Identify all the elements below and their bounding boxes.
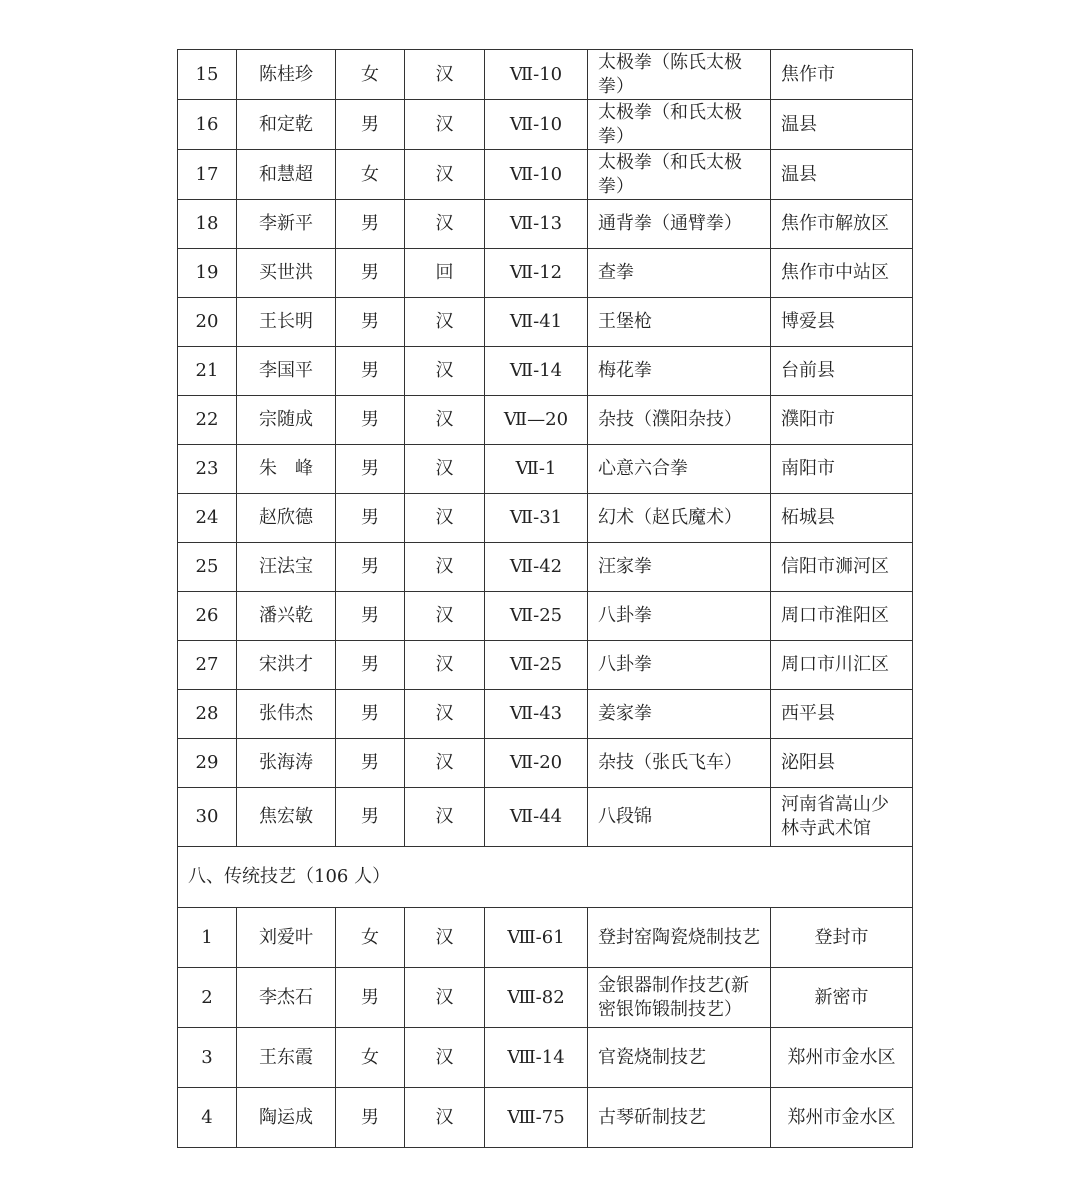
ethnicity-cell: 汉 [405, 200, 485, 249]
inheritor-name: 刘爱叶 [237, 908, 336, 968]
region-cell: 河南省嵩山少林寺武术馆 [771, 788, 913, 847]
project-code: Ⅶ-1 [485, 445, 588, 494]
project-name: 王堡枪 [588, 298, 771, 347]
row-index: 1 [178, 908, 237, 968]
project-name: 心意六合拳 [588, 445, 771, 494]
project-code: Ⅶ-10 [485, 150, 588, 200]
inheritor-name: 王东霞 [237, 1028, 336, 1088]
region-cell: 焦作市中站区 [771, 249, 913, 298]
region-cell: 泌阳县 [771, 739, 913, 788]
project-name: 幻术（赵氏魔术） [588, 494, 771, 543]
project-name: 姜家拳 [588, 690, 771, 739]
inheritor-name: 陶运成 [237, 1088, 336, 1148]
gender-cell: 男 [336, 445, 405, 494]
row-index: 25 [178, 543, 237, 592]
ethnicity-cell: 汉 [405, 1088, 485, 1148]
region-cell: 郑州市金水区 [771, 1028, 913, 1088]
region-cell: 台前县 [771, 347, 913, 396]
region-cell: 周口市川汇区 [771, 641, 913, 690]
project-code: Ⅷ-82 [485, 968, 588, 1028]
gender-cell: 男 [336, 641, 405, 690]
table-row [178, 908, 913, 968]
project-code: Ⅶ-43 [485, 690, 588, 739]
table-row [178, 690, 913, 739]
table-row [178, 592, 913, 641]
gender-cell: 男 [336, 200, 405, 249]
region-cell: 温县 [771, 150, 913, 200]
ethnicity-cell: 汉 [405, 739, 485, 788]
region-cell: 柘城县 [771, 494, 913, 543]
region-cell: 焦作市解放区 [771, 200, 913, 249]
inheritor-name: 宋洪才 [237, 641, 336, 690]
row-index: 30 [178, 788, 237, 847]
row-index: 26 [178, 592, 237, 641]
row-index: 22 [178, 396, 237, 445]
row-index: 16 [178, 100, 237, 150]
gender-cell: 男 [336, 396, 405, 445]
gender-cell: 男 [336, 100, 405, 150]
ethnicity-cell: 汉 [405, 50, 485, 100]
project-name: 八卦拳 [588, 641, 771, 690]
project-code: Ⅶ-44 [485, 788, 588, 847]
table-row [178, 1028, 913, 1088]
ethnicity-cell: 汉 [405, 641, 485, 690]
row-index: 20 [178, 298, 237, 347]
table-row [178, 396, 913, 445]
row-index: 4 [178, 1088, 237, 1148]
row-index: 29 [178, 739, 237, 788]
table-row [178, 494, 913, 543]
gender-cell: 女 [336, 908, 405, 968]
gender-cell: 男 [336, 347, 405, 396]
project-name: 查拳 [588, 249, 771, 298]
inheritor-name: 和定乾 [237, 100, 336, 150]
row-index: 18 [178, 200, 237, 249]
table-row [178, 445, 913, 494]
inheritor-name: 李国平 [237, 347, 336, 396]
inheritor-name: 李新平 [237, 200, 336, 249]
ethnicity-cell: 汉 [405, 543, 485, 592]
ethnicity-cell: 汉 [405, 908, 485, 968]
project-name: 登封窑陶瓷烧制技艺 [588, 908, 771, 968]
project-code: Ⅶ-10 [485, 100, 588, 150]
ethnicity-cell: 汉 [405, 494, 485, 543]
region-cell: 郑州市金水区 [771, 1088, 913, 1148]
inheritor-name: 李杰石 [237, 968, 336, 1028]
row-index: 19 [178, 249, 237, 298]
ethnicity-cell: 汉 [405, 690, 485, 739]
ethnicity-cell: 汉 [405, 396, 485, 445]
table-row [178, 347, 913, 396]
project-code: Ⅶ-41 [485, 298, 588, 347]
table-row [178, 150, 913, 200]
region-cell: 新密市 [771, 968, 913, 1028]
gender-cell: 男 [336, 543, 405, 592]
project-code: Ⅶ-12 [485, 249, 588, 298]
project-code: Ⅶ-25 [485, 592, 588, 641]
gender-cell: 男 [336, 968, 405, 1028]
inheritors-table [177, 49, 913, 1148]
project-code: Ⅶ-14 [485, 347, 588, 396]
project-name: 通背拳（通臂拳） [588, 200, 771, 249]
gender-cell: 男 [336, 249, 405, 298]
region-cell: 登封市 [771, 908, 913, 968]
gender-cell: 男 [336, 788, 405, 847]
section-title: 八、传统技艺（106 人） [178, 847, 913, 908]
ethnicity-cell: 汉 [405, 788, 485, 847]
ethnicity-cell: 汉 [405, 100, 485, 150]
inheritor-name: 宗随成 [237, 396, 336, 445]
project-name: 汪家拳 [588, 543, 771, 592]
inheritor-name: 王长明 [237, 298, 336, 347]
gender-cell: 男 [336, 1088, 405, 1148]
row-index: 23 [178, 445, 237, 494]
project-code: Ⅶ-13 [485, 200, 588, 249]
region-cell: 周口市淮阳区 [771, 592, 913, 641]
gender-cell: 男 [336, 494, 405, 543]
project-code: Ⅷ-14 [485, 1028, 588, 1088]
region-cell: 南阳市 [771, 445, 913, 494]
table-row [178, 100, 913, 150]
region-cell: 焦作市 [771, 50, 913, 100]
region-cell: 温县 [771, 100, 913, 150]
row-index: 17 [178, 150, 237, 200]
table-row [178, 1088, 913, 1148]
project-name: 太极拳（和氏太极拳） [588, 150, 771, 200]
project-code: Ⅷ-75 [485, 1088, 588, 1148]
region-cell: 濮阳市 [771, 396, 913, 445]
inheritor-name: 焦宏敏 [237, 788, 336, 847]
inheritor-name: 张海涛 [237, 739, 336, 788]
project-name: 古琴斫制技艺 [588, 1088, 771, 1148]
project-code: Ⅶ-25 [485, 641, 588, 690]
gender-cell: 男 [336, 690, 405, 739]
row-index: 15 [178, 50, 237, 100]
inheritor-name: 朱 峰 [237, 445, 336, 494]
project-code: Ⅶ-20 [485, 739, 588, 788]
ethnicity-cell: 汉 [405, 150, 485, 200]
project-code: Ⅶ-31 [485, 494, 588, 543]
region-cell: 信阳市浉河区 [771, 543, 913, 592]
inheritor-name: 买世洪 [237, 249, 336, 298]
table-row [178, 788, 913, 847]
project-code: Ⅶ-10 [485, 50, 588, 100]
project-name: 太极拳（和氏太极拳） [588, 100, 771, 150]
project-name: 金银器制作技艺(新密银饰锻制技艺） [588, 968, 771, 1028]
project-name: 八段锦 [588, 788, 771, 847]
row-index: 27 [178, 641, 237, 690]
row-index: 3 [178, 1028, 237, 1088]
table-row [178, 968, 913, 1028]
ethnicity-cell: 汉 [405, 1028, 485, 1088]
row-index: 28 [178, 690, 237, 739]
project-name: 官瓷烧制技艺 [588, 1028, 771, 1088]
project-code: Ⅶ-42 [485, 543, 588, 592]
inheritor-name: 和慧超 [237, 150, 336, 200]
inheritor-name: 张伟杰 [237, 690, 336, 739]
table-row [178, 249, 913, 298]
project-name: 梅花拳 [588, 347, 771, 396]
table-row [178, 739, 913, 788]
project-code: Ⅶ—20 [485, 396, 588, 445]
region-cell: 博爱县 [771, 298, 913, 347]
table-row [178, 50, 913, 100]
ethnicity-cell: 汉 [405, 298, 485, 347]
inheritor-name: 陈桂珍 [237, 50, 336, 100]
gender-cell: 女 [336, 1028, 405, 1088]
row-index: 21 [178, 347, 237, 396]
project-code: Ⅷ-61 [485, 908, 588, 968]
table-row [178, 641, 913, 690]
gender-cell: 女 [336, 150, 405, 200]
ethnicity-cell: 回 [405, 249, 485, 298]
gender-cell: 男 [336, 298, 405, 347]
project-name: 太极拳（陈氏太极拳） [588, 50, 771, 100]
table-row [178, 200, 913, 249]
section-header-row [178, 847, 913, 908]
inheritor-name: 赵欣德 [237, 494, 336, 543]
table-row [178, 298, 913, 347]
region-cell: 西平县 [771, 690, 913, 739]
table-row [178, 543, 913, 592]
inheritor-name: 潘兴乾 [237, 592, 336, 641]
project-name: 八卦拳 [588, 592, 771, 641]
ethnicity-cell: 汉 [405, 347, 485, 396]
row-index: 24 [178, 494, 237, 543]
inheritor-name: 汪法宝 [237, 543, 336, 592]
ethnicity-cell: 汉 [405, 968, 485, 1028]
gender-cell: 男 [336, 592, 405, 641]
ethnicity-cell: 汉 [405, 592, 485, 641]
project-name: 杂技（张氏飞车） [588, 739, 771, 788]
gender-cell: 女 [336, 50, 405, 100]
project-name: 杂技（濮阳杂技） [588, 396, 771, 445]
row-index: 2 [178, 968, 237, 1028]
ethnicity-cell: 汉 [405, 445, 485, 494]
gender-cell: 男 [336, 739, 405, 788]
